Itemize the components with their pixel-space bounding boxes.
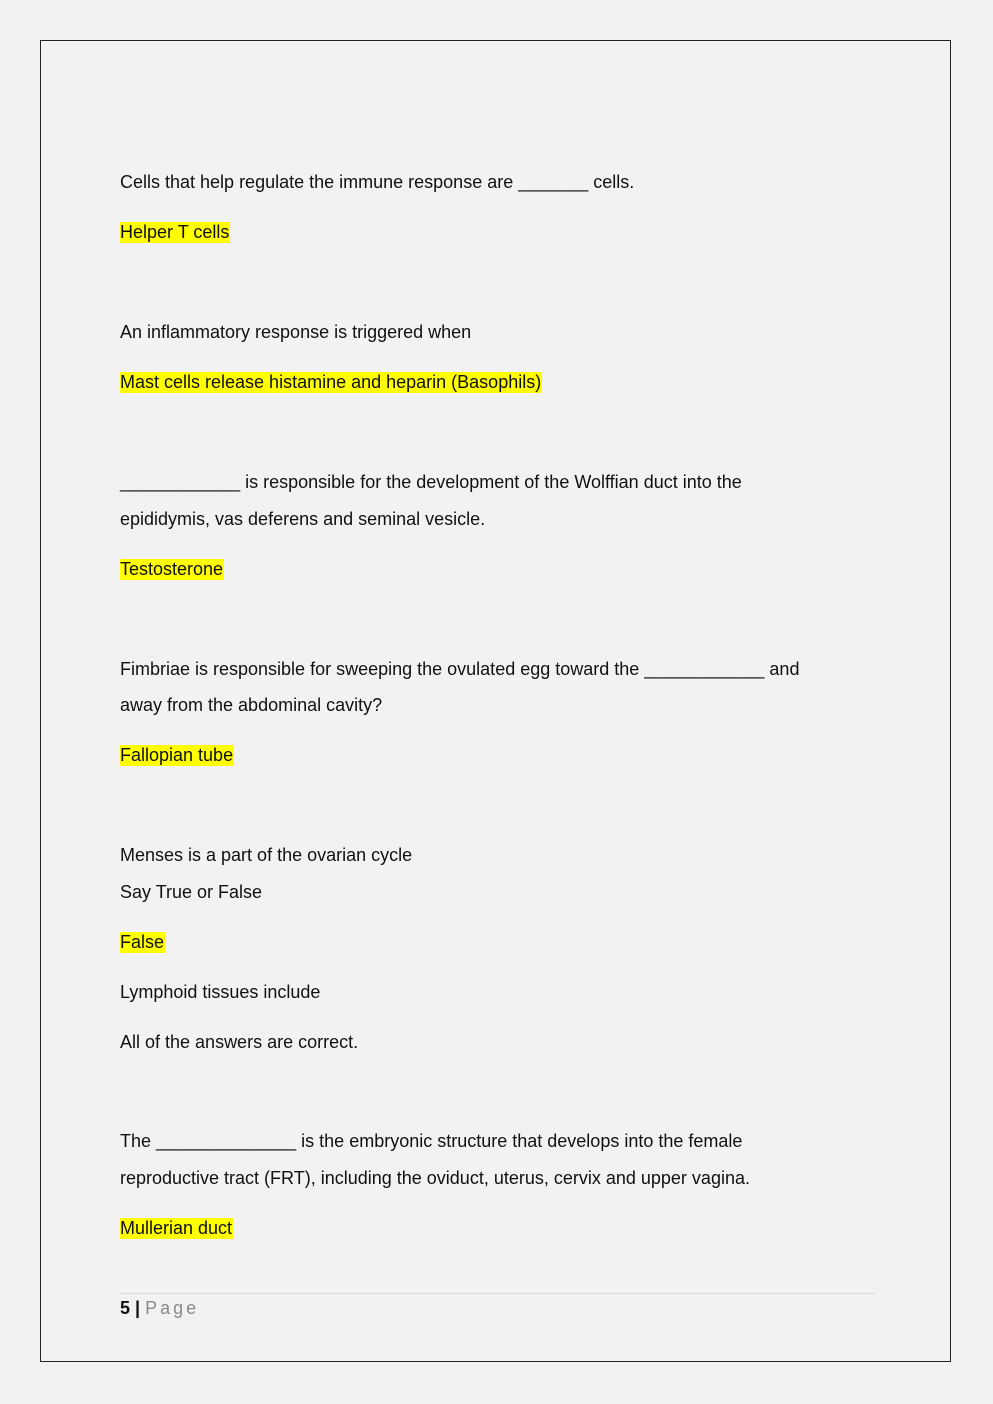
question-6-line-1: Lymphoid tissues include (120, 982, 321, 1002)
answer-1-highlight: Helper T cells (120, 222, 230, 242)
page-number: 5 (120, 1298, 131, 1318)
question-2-line-1: An inflammatory response is triggered when (120, 322, 472, 342)
answer-5-highlight: False (120, 932, 165, 952)
footer-separator: | (135, 1298, 141, 1318)
question-5-line-1: Menses is a part of the ovarian cycle (120, 845, 413, 865)
question-7-line-2: reproductive tract (FRT), including the oviduct, uterus, cervix and upper vagina. (120, 1168, 750, 1188)
answer-7-highlight: Mullerian duct (120, 1218, 233, 1238)
answer-3 (120, 557, 224, 581)
answer-6: All of the answers are correct. (120, 1032, 359, 1052)
question-4-line-1: Fimbriae is responsible for sweeping the ovulated egg toward the ____________ and (120, 659, 800, 679)
question-3-line-2: epididymis, vas deferens and seminal vesicle. (120, 509, 486, 529)
answer-4 (120, 743, 234, 767)
answer-3-highlight: Testosterone (120, 559, 224, 579)
answer-4-highlight: Fallopian tube (120, 745, 234, 765)
answer-2 (120, 370, 542, 394)
answer-2-highlight: Mast cells release histamine and heparin (Basophils) (120, 372, 542, 392)
question-3-line-1: ____________ is responsible for the development of the Wolffian duct into the (120, 472, 742, 492)
answer-7 (120, 1216, 233, 1240)
question-1-line-1: Cells that help regulate the immune response are _______ cells. (120, 172, 635, 192)
answer-1 (120, 220, 230, 244)
page-label: Page (145, 1298, 200, 1318)
footer-divider (120, 1293, 875, 1294)
question-4-line-2: away from the abdominal cavity? (120, 695, 383, 715)
answer-5 (120, 930, 165, 954)
question-7-line-1: The ______________ is the embryonic structure that develops into the female (120, 1131, 743, 1151)
page-footer (120, 1296, 199, 1320)
question-5-line-2: Say True or False (120, 882, 263, 902)
